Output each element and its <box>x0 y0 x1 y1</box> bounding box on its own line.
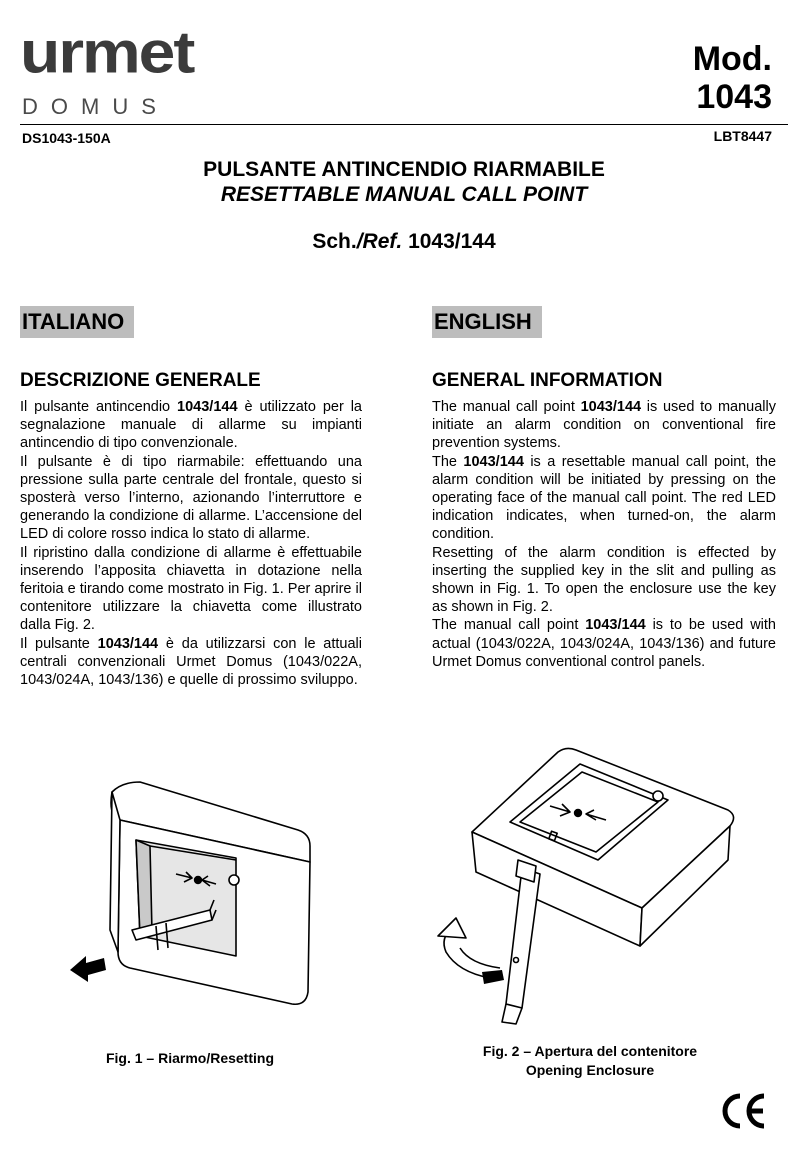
title-english: RESETTABLE MANUAL CALL POINT <box>220 183 588 206</box>
english-paragraph: The manual call point 1043/144 is to be used with actual (1043/022A, 1043/024A, 1043/136) and future Urmet Domus conventional control panels. <box>432 617 776 670</box>
ref-number: 1043/144 <box>408 230 496 253</box>
model-label: Mod. <box>692 40 772 78</box>
domus-logo-text: DOMUS <box>22 94 169 119</box>
ref-prefix: Sch. <box>312 230 357 253</box>
figure-2-illustration <box>430 740 760 1040</box>
figure-2-caption-line2: Opening Enclosure <box>525 1062 655 1078</box>
language-bar-english: ENGLISH <box>432 306 542 338</box>
figure-2-caption-line1: Fig. 2 – Apertura del contenitore <box>482 1043 698 1059</box>
italian-paragraph: Il pulsante antincendio 1043/144 è utilizzato per la segnalazione manuale di allarme su impianti antincendio di tipo convenzionale. <box>20 399 362 452</box>
header-divider <box>20 124 788 125</box>
figure-2-caption <box>440 1042 740 1080</box>
italian-paragraph: Il pulsante è di tipo riarmabile: effettuando una pressione sulla parte centrale del frontale, questo si sposterà verso l’interno, azionando l’interruttore e generando la condizione di allarme. L’accensione del LED di colore rosso indica lo stato di allarme. <box>20 453 362 543</box>
english-paragraph: The manual call point 1043/144 is used to manually initiate an alarm condition on conventional fire prevention systems. <box>432 399 776 452</box>
section-heading-italian: DESCRIZIONE GENERALE <box>20 370 261 391</box>
english-paragraph: Resetting of the alarm condition is effected by inserting the supplied key in the slit and pulling as shown in Fig. 1. To open the enclosure use the key as shown in Fig. 2. <box>432 544 776 616</box>
italian-paragraph: Il ripristino dalla condizione di allarme è effettuabile inserendo l’apposita chiavetta in dotazione nella feritoia e tirando come mostrato in Fig. 1. Per aprire il contenitore utilizzare la chiavetta come illustrato dalla Fig. 2. <box>20 544 362 634</box>
title-italian: PULSANTE ANTINCENDIO RIARMABILE <box>203 158 605 181</box>
language-bar-italian: ITALIANO <box>20 306 134 338</box>
lbt-code: LBT8447 <box>713 128 772 144</box>
english-paragraph: The 1043/144 is a resettable manual call point, the alarm condition will be initiated by pressing on the operating face of the manual call point. The red LED indication indicates, when turned-on, the alarm condition. <box>432 453 777 543</box>
italian-body <box>20 398 362 689</box>
model-number: 1043 <box>696 78 772 116</box>
reference-number <box>0 230 808 254</box>
ce-mark-icon <box>720 1092 770 1130</box>
section-heading-english: GENERAL INFORMATION <box>432 370 663 391</box>
doc-code: DS1043-150A <box>22 130 111 146</box>
figure-1-caption: Fig. 1 – Riarmo/Resetting <box>105 1050 275 1066</box>
figure-1-illustration <box>60 760 320 1020</box>
urmet-logo: urmet <box>20 18 194 85</box>
ref-italic: /Ref. <box>356 230 403 253</box>
english-body <box>432 398 776 671</box>
model-block <box>693 40 772 116</box>
italian-paragraph: Il pulsante 1043/144 è da utilizzarsi con le attuali centrali convenzionali Urmet Domus (1043/022A, 1043/024A, 1043/136) e quelle di prossimo sviluppo. <box>20 635 362 689</box>
